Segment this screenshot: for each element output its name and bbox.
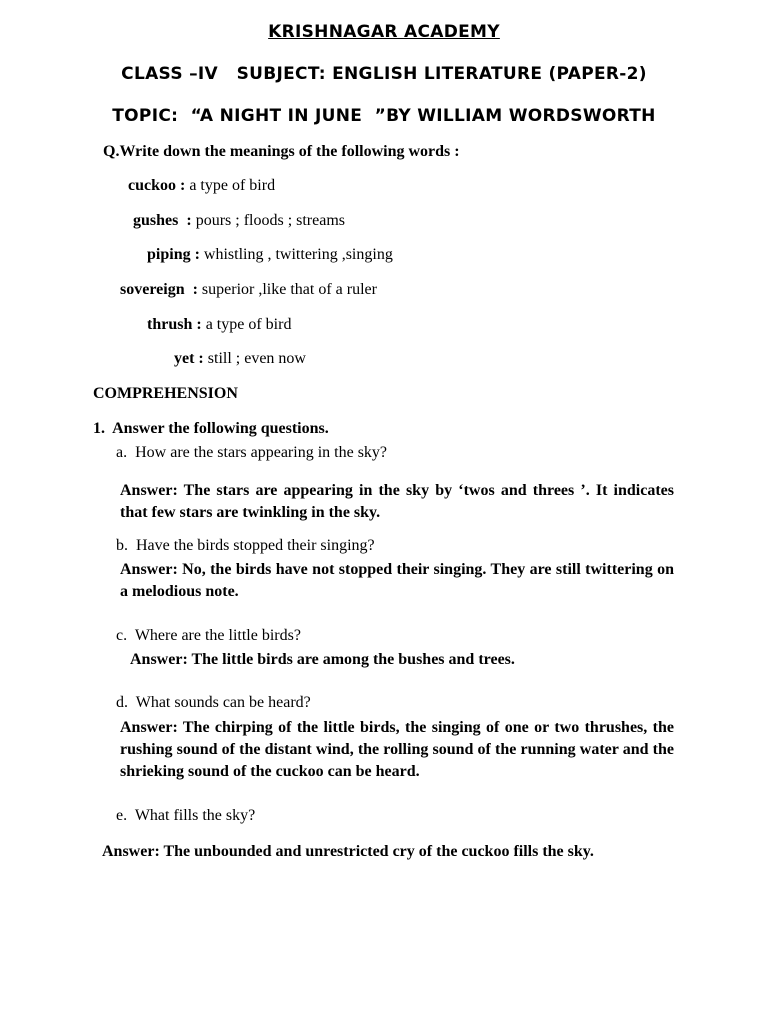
vocab-item-gushes <box>133 212 345 230</box>
question-d: d. What sounds can be heard? <box>116 694 311 711</box>
comprehension-instruction: 1. Answer the following questions. <box>93 420 329 437</box>
vocab-meaning: superior ,like that of a ruler <box>197 281 377 298</box>
question-e: e. What fills the sky? <box>116 807 256 824</box>
vocab-item-sovereign <box>120 281 377 299</box>
school-title: KRISHNAGAR ACADEMY <box>268 22 500 42</box>
vocab-item-thrush <box>147 316 291 334</box>
vocab-item-piping <box>147 246 393 264</box>
vocab-meaning: whistling , twittering ,singing <box>199 246 393 263</box>
question-c: c. Where are the little birds? <box>116 627 301 644</box>
vocab-word: sovereign : <box>120 281 198 298</box>
vocab-word: thrush : <box>147 316 202 333</box>
class-subject-line: CLASS –IV SUBJECT: ENGLISH LITERATURE (PAPER-2) <box>121 64 647 84</box>
vocab-item-cuckoo <box>128 177 275 195</box>
vocab-meaning: still ; even now <box>203 350 306 367</box>
question-a: a. How are the stars appearing in the sky? <box>116 444 388 461</box>
vocab-word: gushes : <box>133 212 192 229</box>
vocab-question: Q.Write down the meanings of the following words : <box>103 143 460 160</box>
question-b: b. Have the birds stopped their singing? <box>116 537 375 554</box>
answer-c: Answer: The little birds are among the bushes and trees. <box>130 651 515 668</box>
answer-a: Answer: The stars are appearing in the sky by ‘twos and threes ’. It indicates that few stars are twinkling in the sky. <box>120 482 674 521</box>
topic-line: TOPIC: “A NIGHT IN JUNE ”BY WILLIAM WORDSWORTH <box>112 106 656 126</box>
vocab-meaning: a type of bird <box>185 177 276 194</box>
vocab-meaning: a type of bird <box>201 316 292 333</box>
comprehension-heading: COMPREHENSION <box>93 385 238 402</box>
vocab-word: piping : <box>147 246 200 263</box>
vocab-meaning: pours ; floods ; streams <box>191 212 346 229</box>
answer-d: Answer: The chirping of the little birds, the singing of one or two thrushes, the rushing sound of the distant wind, the rolling sound of the running water and the shrieking sound of the cuckoo can be heard. <box>120 719 674 780</box>
vocab-word: cuckoo : <box>128 177 186 194</box>
answer-b: Answer: No, the birds have not stopped their singing. They are still twittering on a melodious note. <box>120 561 674 600</box>
vocab-item-yet <box>174 350 306 368</box>
answer-e: Answer: The unbounded and unrestricted cry of the cuckoo fills the sky. <box>102 843 594 860</box>
vocab-word: yet : <box>174 350 204 367</box>
